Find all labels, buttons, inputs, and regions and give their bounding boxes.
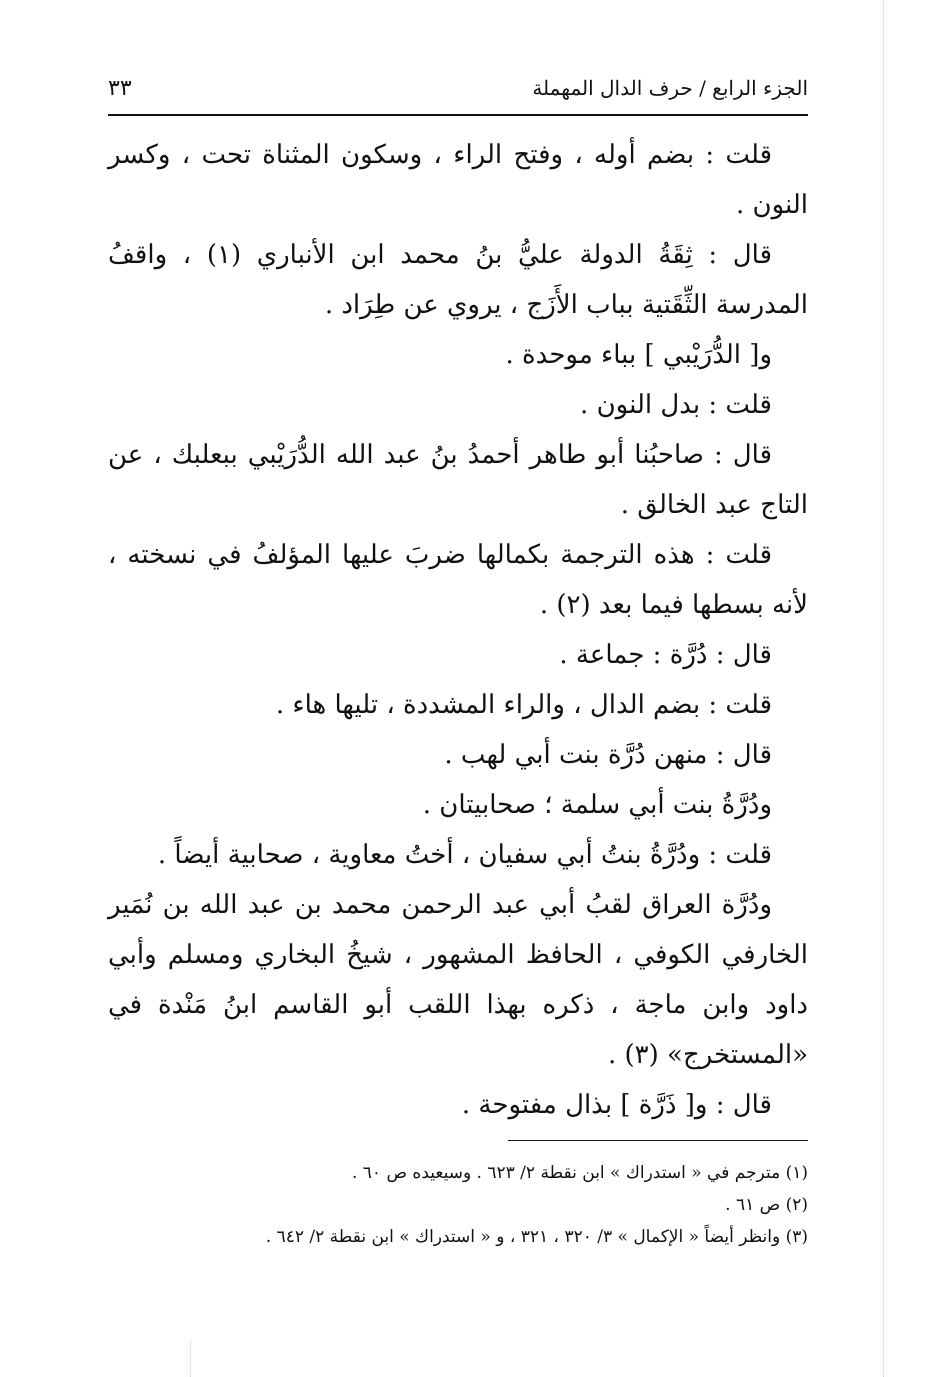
paragraph: قلت : بضم أوله ، وفتح الراء ، وسكون المثناة تحت ، وكسر النون . xyxy=(108,140,808,220)
running-header xyxy=(108,62,808,116)
footnote-rule-wrap xyxy=(108,1130,808,1151)
paragraph: ودُرَّة العراق لقبُ أبي عبد الرحمن محمد بن عبد الله بن نُمَير الخارفي الكوفي ، الحافظ المشهور ، شيخُ البخاري ومسلم وأبي داود وابن ماجة ، ذكره بهذا اللقب أبو القاسم ابنُ مَنْدة في «المستخرج» (٣) . xyxy=(108,890,808,1070)
page xyxy=(108,62,808,1253)
paragraph: قلت : بضم الدال ، والراء المشددة ، تليها هاء . xyxy=(275,690,772,720)
paragraph: قال : صاحبُنا أبو طاهر أحمدُ بنُ عبد الله الدُّرَيْبي ببعلبك ، عن التاج عبد الخالق . xyxy=(108,440,808,520)
paragraph: قلت : بدل النون . xyxy=(580,390,772,420)
paragraph: قال : و[ ذَرَّة ] بذال مفتوحة . xyxy=(461,1090,772,1120)
paragraph: و[ الدُّرَيْبي ] بباء موحدة . xyxy=(505,340,772,370)
footnote: (٣) وانظر أيضاً « الإكمال » ٣/ ٣٢٠ ، ٣٢١ ، و « استدراك » ابن نقطة ٢/ ٦٤٢ . xyxy=(265,1227,808,1247)
main-text xyxy=(108,130,808,1130)
paragraph: قلت : ودُرَّةُ بنتُ أبي سفيان ، أختُ معاوية ، صحابية أيضاً . xyxy=(157,840,772,870)
paragraph: قال : منهن دُرَّة بنت أبي لهب . xyxy=(444,740,772,770)
paragraph: ودُرَّةُ بنت أبي سلمة ؛ صحابيتان . xyxy=(422,790,772,820)
paragraph: قال : دُرَّة : جماعة . xyxy=(559,640,772,670)
running-title: الجزء الرابع / حرف الدال المهملة xyxy=(532,76,808,100)
footnote: (٢) ص ٦١ . xyxy=(725,1195,808,1215)
footnote-separator xyxy=(508,1140,808,1141)
footnotes xyxy=(108,1157,808,1253)
scan-edge-dots xyxy=(883,0,884,1377)
paragraph: قلت : هذه الترجمة بكمالها ضربَ عليها المؤلفُ في نسخته ، لأنه بسطها فيما بعد (٢) . xyxy=(108,540,808,620)
scan-edge-dots-bottom xyxy=(190,1340,191,1377)
paragraph: قال : ثِقَةُ الدولة عليُّ بنُ محمد ابن الأنباري (١) ، واقفُ المدرسة الثِّقَتية بباب الأَزَج ، يروي عن طِرَاد . xyxy=(108,240,808,320)
page-number: ٣٣ xyxy=(108,76,132,101)
footnote: (١) مترجم في « استدراك » ابن نقطة ٢/ ٦٢٣ . وسيعيده ص ٦٠ . xyxy=(351,1163,808,1183)
